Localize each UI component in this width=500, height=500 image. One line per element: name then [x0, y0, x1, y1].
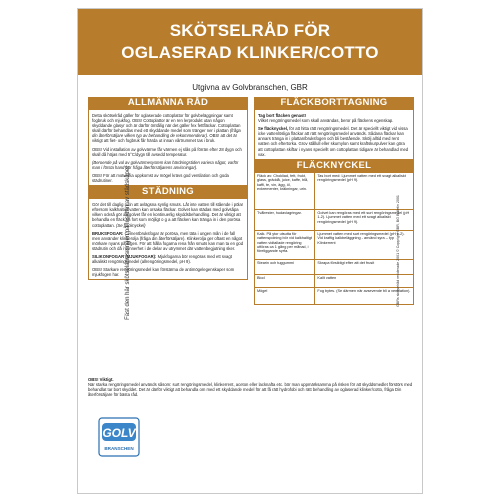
paragraph: Detta skötselråd gäller för oglaserade cottoplattor för golvbeläggningar samt fogbruk och mjukfog. OBS! Cottoplattor är en ren lerprodukt utan någon skyddande glasyr och är därför ömtålig när det gäller fex fettfläckar. Cottoplattan skall därför behandlas med ett skyddande medel som tränger ner i plattan (fråga din återförsäljare vilken typ av behandling de rekommenderar). OBS! att det är viktigt att fiet- och fogbruk får härda ut innan vårtrummet tas i bruk.: [92, 113, 241, 144]
title-line-2: OGLASERAD KLINKER/COTTO: [121, 43, 379, 62]
flack-box: [254, 109, 414, 160]
svg-text:GOLV: GOLV: [102, 426, 136, 440]
paragraph: (Beroende på val av golvvärmesystem kan härdningstiden variera något, varför man i första hand bör fråga återförsäljarens anvisningar).: [92, 159, 239, 170]
stadning-box: [88, 198, 248, 280]
table-cell: Tvålrester, hudavlagringar.: [255, 209, 315, 230]
vertical-instruction: Fäst den här skötselanvisningen på insidan av städskåpet: [125, 166, 131, 320]
table-cell: Ljummet vatten med surt rengöringsmedel (pH 1-2). Vid kraftig kalkbeläggning - använd syra – typ Klinkerrent: [315, 230, 414, 259]
important-notice: OBS! Viktigt. När starka rengöringsmedel används såsom: surt rengöringsmedel, klinkerrent, aceton eller lacknafta etc. bör man uppmärksamma på risken för att skyddsmedlet förstörs med behandlat tar bort skyddet. Det är därför viktigt att behandla om med ett skyddande medel för att få rätt hydrofobi och rätt behandling av oglaserad klinker/cotto, fråga Din återförsäljare för bästa råd.: [88, 377, 413, 398]
svg-text:BRANSCHEN: BRANSCHEN: [104, 446, 134, 451]
paragraph: Gör det till daglig rutin att avlägsna synlig smuts. Låt inte vatten till stående i pölar eftersom kalkhaltigt vatten kan orsaka fläckar. Golvet kan städas med golvsåpa vilken också gör att golvet får en kontinuerlig skyddsbehandling. Det är viktigt att behandla en fläck så fort som möjligt o g a att fläcken kan tränga in i den porösa cottoplattan. (Se fläcknyckel): [92, 202, 244, 228]
left-column: [88, 97, 248, 280]
allmanna-box: [88, 109, 248, 186]
section-title-flack: FLÄCKBORTTAGNING: [254, 97, 414, 109]
table-cell: Mögel: [255, 287, 315, 304]
table-cell: Blod: [255, 274, 315, 287]
paragraph: OBS! För att motverka uppkomst av mögel krävs god ventilation och goda städrutiner.: [92, 172, 229, 184]
section-title-stadning: STÄDNING: [88, 186, 248, 198]
table-cell: Stearin och tuggummi: [255, 259, 315, 274]
table-cell: Golvet kan rengöras med ett surt rengöringsmedel (pH 1-2). Ljummet vatten med ett svagt alkaliskt rengöringsmedel (pH 9).: [315, 209, 414, 230]
table-cell: Kalk. På ytor utsutta för vattenspolning bör vid kalkhaltigt vatten vidtallade rengöring utföras ca 1 gång per månad, i föreliggande syrfa.: [255, 230, 315, 259]
right-column: [254, 97, 414, 305]
golvbranschen-logo: [98, 417, 140, 457]
table-cell: Fläck av: Chokliad, fett, frukt, glass, gräddå, juice, kaffe, blå, kaffi, te, vin, ägg, öl, exkrementer, kräkningar, urin.: [255, 172, 315, 209]
paragraph: Se fläcknyckel, för att hitta rätt rengöringsmedel. Det är speciellt viktigt vid vissa icke vattenlösliga fläckar att rätt rengöringsmedel används. Sådana fläckar kan annars tränga in i plattan/bruksfogen och bli bestående. Skölj alltid med rent vatten och eftertorka. Grov stållull eller skurnylon samt kraftskurpulver kan göra att cottoplattan skiftar i nyans speciellt om cottoplattan tidigare är behandlad med vax.: [258, 126, 409, 157]
table-row: [255, 259, 414, 274]
table-row: [255, 274, 414, 287]
paragraph: OBS! Starkare rengöringsmedel kan förstärma de antimögelegenskaper som mjukfogen har.: [92, 267, 235, 278]
table-row: [255, 230, 414, 259]
section-title-allmanna: ALLMÄNNA RÅD: [88, 97, 248, 109]
table-cell: Fog bytes. (Se därmen när avsevende bli a ventilation).: [315, 287, 414, 304]
table-row: [255, 172, 414, 209]
copyright-vertical: GBRs skötselråd reviderade 2001 © Copyright GBR, BG Bulletin 2001: [396, 195, 400, 307]
subtitle: Utgivna av Golvbranschen, GBR: [192, 83, 308, 92]
paragraph: Tag bort fläcken genast! Vilket rengöringsmedel som skall användas, beror på fläckens egenskap.: [258, 113, 394, 124]
table-cell: Tas bort med: Ljummet vatten med ett svagt alkaliskt rengöringsmedel (pH 9).: [315, 172, 414, 209]
section-title-nyckel: FLÄCKNYCKEL: [254, 160, 414, 172]
table-row: [255, 209, 414, 230]
stain-key-table: [254, 172, 414, 305]
table-cell: Kallt vatten: [315, 274, 414, 287]
paragraph: BRUKSFOGAR: Cementbruksfogar är porösa, men täta i ungen mån i de fall men använder klinkerolja (fråga din återförsäljare). Klinkerolja ger oftast en något mörkare nyans på fogen. För att hålla fogarna rena från smuts kan man ta en god städrutin och då i synnerhet i de delar av utrymmet där vattenbegjutning sker.: [92, 230, 244, 251]
title-line-1: SKÖTSELRÅD FÖR: [169, 21, 331, 40]
paragraph: OBS! Vid installation av golvvärme får värmen ej slås på förrän efter 28 dygn och skall då höjas med 5°C/dygn till avsedd temperatur.: [92, 146, 242, 157]
table-cell: Skrapa försiktigt efter att det frusit: [315, 259, 414, 274]
table-row: [255, 287, 414, 304]
paragraph: SILIKONFOGAR (MJUKFOGAR): Mjukfogarna bör rengöras med ett svagt alkaliskt rengöringsmedel (allrengöringsmedel, pH 9).: [92, 253, 232, 265]
logo-icon: [98, 417, 140, 457]
